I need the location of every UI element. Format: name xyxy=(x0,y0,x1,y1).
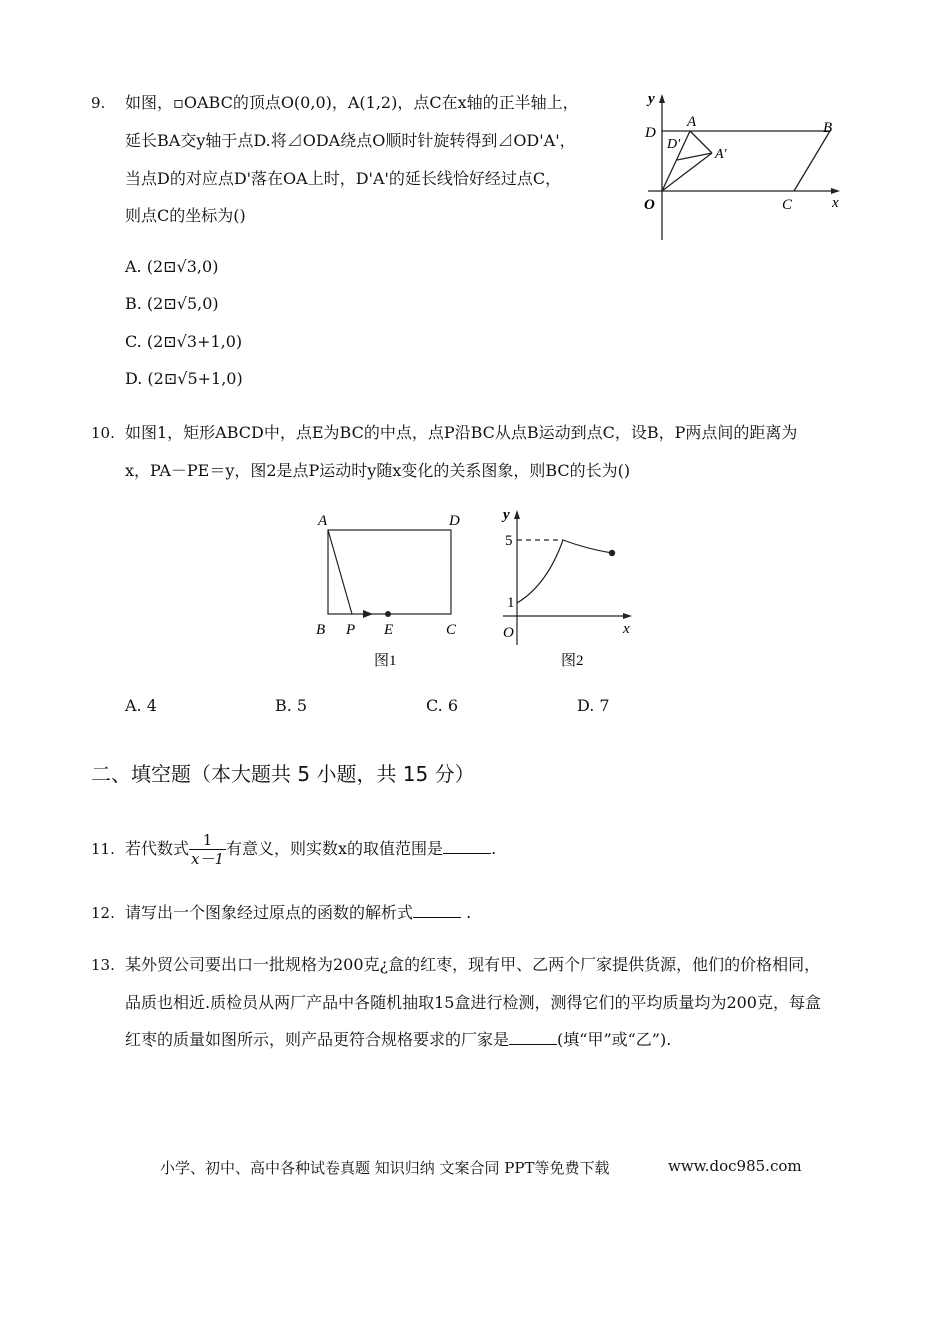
q11-fraction xyxy=(189,831,226,868)
q10-point-e xyxy=(385,611,391,617)
q10-label-o: O xyxy=(503,625,514,641)
q9-label-a: A xyxy=(687,114,697,130)
footer-site[interactable]: www.doc985.com xyxy=(668,1157,802,1175)
q9-parallelogram-edges xyxy=(662,131,830,191)
q10-label-five: 5 xyxy=(505,533,513,549)
q10-label-a: A xyxy=(318,513,328,529)
q13-line2: 品质也相近.质检员从两厂产品中各随机抽取15盒进行检测，测得它们的平均质量均为200克，每盒 xyxy=(125,993,821,1012)
q11-end: . xyxy=(491,839,497,858)
q10-label-x: x xyxy=(623,621,630,637)
q11-text xyxy=(125,825,496,873)
q10-label-p: P xyxy=(346,622,356,638)
q9-y-arrow xyxy=(659,94,665,103)
q12-text-body: 请写出一个图象经过原点的函数的解析式 xyxy=(125,903,414,922)
q10-label-c: C xyxy=(446,622,457,638)
q10-curve-rise xyxy=(517,540,563,603)
q9-x-arrow xyxy=(831,188,840,194)
q9-option-a[interactable]: A. (2⊡√3,0) xyxy=(125,257,219,276)
q13-line3-post: (填“甲”或“乙”). xyxy=(557,1030,672,1049)
q10-end-point xyxy=(609,550,615,556)
q9-line3: 当点D的对应点D'落在OA上时，D'A'的延长线恰好经过点C， xyxy=(125,169,562,188)
q9-label-y: y xyxy=(648,91,655,107)
footer-text: 小学、初中、高中各种试卷真题 知识归纳 文案合同 PPT等免费下载 xyxy=(160,1159,610,1177)
q10-number: 10. xyxy=(91,424,115,442)
q9-line1: 如图，▫OABC的顶点O(0,0)，A(1,2)，点C在x轴的正半轴上， xyxy=(125,93,579,112)
q11-post: 有意义，则实数x的取值范围是 xyxy=(226,839,444,858)
q11-fraction-denominator: x－1 xyxy=(191,850,225,868)
q9-label-d: D xyxy=(645,125,656,141)
q10-option-c[interactable]: C. 6 xyxy=(426,696,459,715)
q11-pre: 若代数式 xyxy=(125,839,190,858)
q10-curve-fall xyxy=(563,540,612,553)
q9-label-b: B xyxy=(823,120,833,136)
q9-label-dprime: D' xyxy=(667,137,681,152)
q12-text xyxy=(125,902,471,924)
q11-number: 11. xyxy=(91,840,115,858)
q10-label-d: D xyxy=(449,513,460,529)
q10-label-y: y xyxy=(503,507,510,523)
q10-caption-fig2: 图2 xyxy=(561,653,584,669)
section-title: 二、填空题（本大题共 5 小题，共 15 分） xyxy=(91,762,475,786)
q9-option-d[interactable]: D. (2⊡√5+1,0) xyxy=(125,369,243,388)
q13-answer-blank[interactable] xyxy=(509,1029,557,1045)
q9-label-x: x xyxy=(832,195,839,211)
q11-fraction-numerator: 1 xyxy=(189,831,226,850)
q10-option-a[interactable]: A. 4 xyxy=(125,696,157,715)
q10-label-e: E xyxy=(384,622,394,638)
q13-number: 13. xyxy=(91,956,115,974)
q9-segment-aap xyxy=(690,131,712,153)
q9-label-aprime: A' xyxy=(715,147,727,162)
q9-option-b[interactable]: B. (2⊡√5,0) xyxy=(125,294,219,313)
q10-direction-arrow xyxy=(363,610,373,618)
q9-line2: 延长BA交y轴于点D.将⊿ODA绕点O顺时针旋转得到⊿OD'A'， xyxy=(125,131,576,150)
q9-figure xyxy=(640,88,850,243)
q10-y-arrow xyxy=(514,510,520,519)
q10-line2: x，PA－PE＝y，图2是点P运动时y随x变化的关系图象，则BC的长为() xyxy=(125,461,631,480)
q10-caption-fig1: 图1 xyxy=(374,653,397,669)
q10-label-b: B xyxy=(316,622,326,638)
q9-number: 9. xyxy=(91,94,106,112)
q10-option-d[interactable]: D. 7 xyxy=(577,696,610,715)
q10-x-arrow xyxy=(623,613,632,619)
q10-line1: 如图1，矩形ABCD中，点E为BC的中点，点P沿BC从点B运动到点C，设B，P两点间的距离为 xyxy=(125,423,798,442)
q10-figure1 xyxy=(310,505,480,675)
q9-label-c: C xyxy=(782,197,793,213)
q12-answer-blank[interactable] xyxy=(413,902,461,918)
q9-option-c[interactable]: C. (2⊡√3+1,0) xyxy=(125,332,243,351)
q10-figure2 xyxy=(495,503,645,675)
q9-label-o: O xyxy=(644,197,655,213)
q13-line3-pre: 红枣的质量如图所示，则产品更符合规格要求的厂家是 xyxy=(125,1030,510,1049)
q12-number: 12. xyxy=(91,904,115,922)
q9-line4: 则点C的坐标为() xyxy=(125,206,246,225)
q13-line3 xyxy=(125,1029,671,1051)
q10-option-b[interactable]: B. 5 xyxy=(275,696,308,715)
q13-line1: 某外贸公司要出口一批规格为200克¿盒的红枣，现有甲、乙两个厂家提供货源，他们的价格相同， xyxy=(125,955,821,974)
q11-answer-blank[interactable] xyxy=(443,838,491,854)
q10-segment-pa xyxy=(328,530,352,614)
q12-end: . xyxy=(461,903,472,922)
q10-label-one: 1 xyxy=(507,595,515,611)
q9-segment-oap xyxy=(662,153,712,191)
q10-rectangle xyxy=(328,530,451,614)
